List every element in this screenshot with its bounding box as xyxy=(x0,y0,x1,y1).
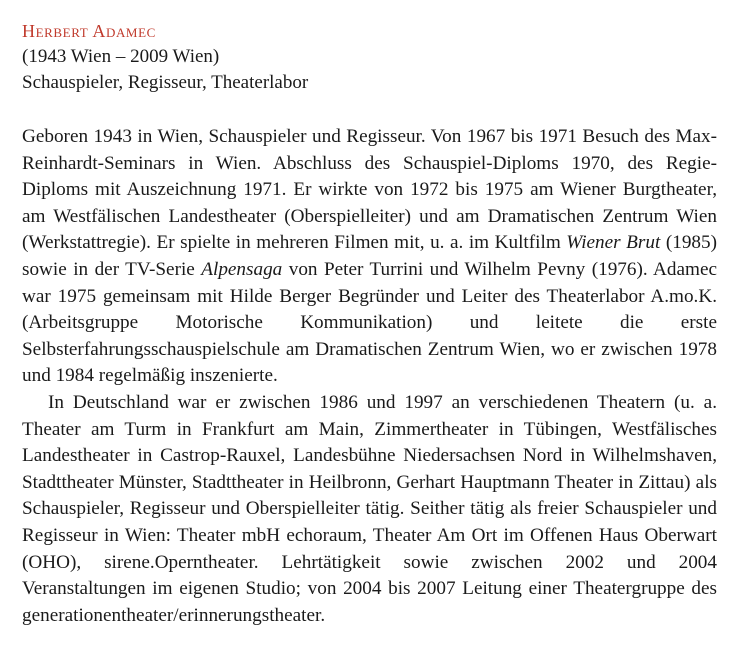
series-title: Alpensaga xyxy=(201,258,283,280)
person-name: Herbert Adamec xyxy=(22,21,156,41)
bio-text-1: Geboren 1943 in Wien, Schauspieler und Regisseur. Von 1967 bis 1971 Besuch des Max-Reinhardt-Seminars in Wien. Abschluss des Schauspiel-Diploms 1970, des Regie-Diploms mit Auszeichnung 1971. Er wirkte von 1972 bis 1975 am Wiener Burgtheater, am Westfälischen Landestheater (Oberspielleiter) und am Dramatischen Zentrum Wien (Werkstattregie). Er spielte in mehreren Filmen mit, u. a. im Kultfilm xyxy=(22,126,717,254)
person-header xyxy=(22,18,717,96)
bio-text-2: (1985) sowie in der TV-Serie xyxy=(22,232,717,280)
bio-text-3: von Peter Turrini und Wilhelm Pevny (1976). Adamec war 1975 gemeinsam mit Hilde Berger Begründer und Leiter des Theaterlabor A.mo.K. (Arbeitsgruppe Motorische Kommunikation) und leitete die erste Selbsterfahrungsschauspielschule am Dramatischen Zentrum Wien, wo er zwischen 1978 und 1984 regelmäßig inszenierte. xyxy=(22,258,717,387)
film-title: Wiener Brut xyxy=(566,232,661,254)
biography xyxy=(22,124,717,629)
biography-paragraph-1 xyxy=(22,124,717,390)
person-roles: Schauspieler, Regisseur, Theaterlabor xyxy=(22,72,309,93)
person-dates: (1943 Wien – 2009 Wien) xyxy=(22,46,220,67)
biography-paragraph-2: In Deutschland war er zwischen 1986 und 1997 an verschiedenen Theatern (u. a. Theater am Turm in Frankfurt am Main, Zimmertheater in Tübingen, Westfälisches Landestheater in Castrop-Rauxel, Landesbühne Niedersachsen Nord in Wilhelmshaven, Stadttheater Münster, Stadttheater in Heilbronn, Gerhart Hauptmann Theater in Zittau) als Schauspieler, Regisseur und Oberspielleiter tätig. Seither tätig als freier Schauspieler und Regisseur in Wien: Theater mbH echoraum, Theater Am Ort im Offenen Haus Oberwart (OHO), sirene.Operntheater. Lehrtätigkeit sowie zwischen 2002 und 2004 Veranstaltungen im eigenen Studio; von 2004 bis 2007 Leitung einer Theatergruppe des generationentheater/erinnerungstheater. xyxy=(22,391,717,626)
